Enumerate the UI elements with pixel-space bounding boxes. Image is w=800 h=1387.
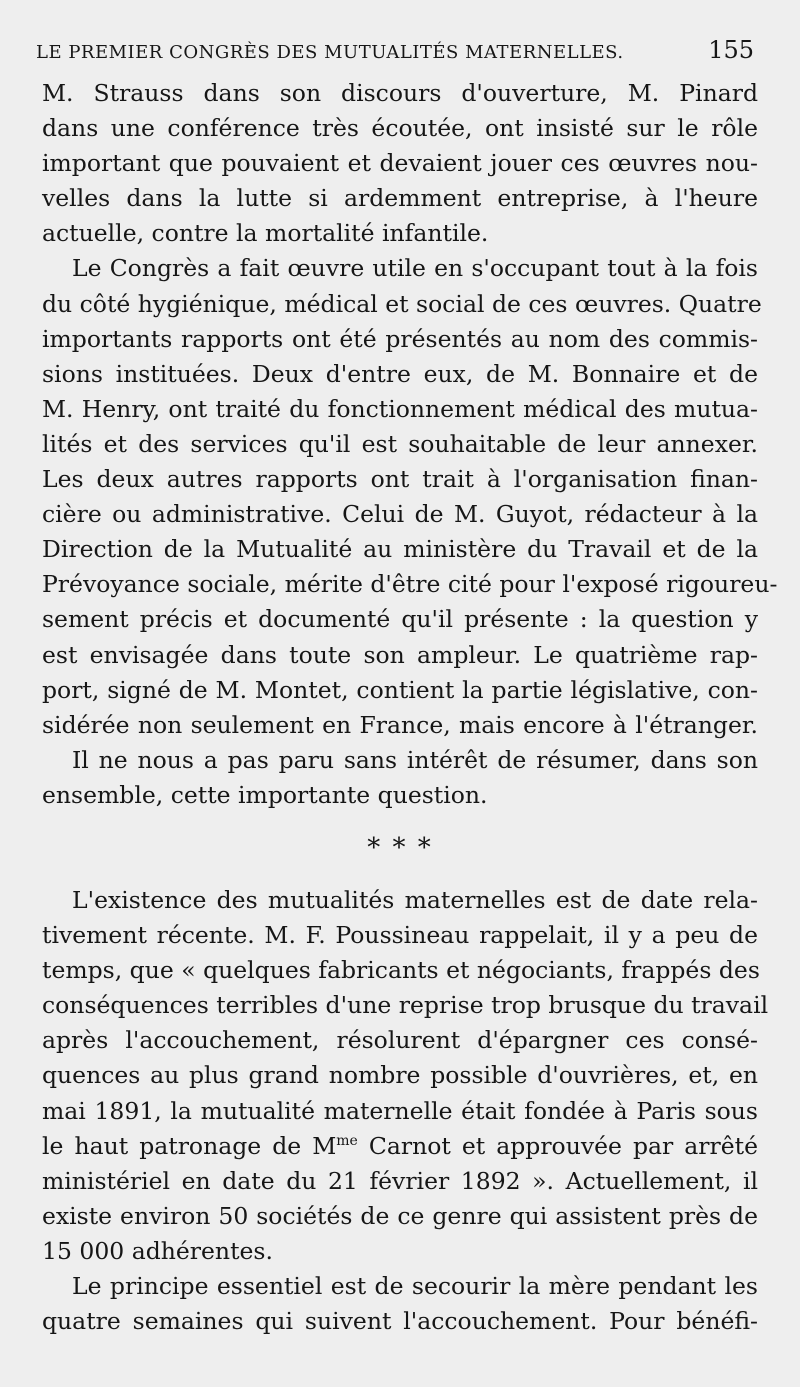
page-number: 155 <box>708 36 754 64</box>
text-line: conséquences terribles d'une reprise trop brusque du travail <box>42 991 769 1020</box>
text-line: cière ou administrative. Celui de M. Guyot, rédacteur à la <box>42 500 758 529</box>
text-line: du côté hygiénique, médical et social de ces œuvres. Quatre <box>42 289 762 318</box>
paragraph <box>42 1269 758 1339</box>
text-line: Le principe essentiel est de secourir la mère pendant les <box>72 1272 758 1300</box>
superscript: me <box>336 1132 358 1149</box>
paragraph <box>42 743 758 813</box>
text-line: 15 000 adhérentes. <box>42 1236 273 1265</box>
text-line: Prévoyance sociale, mérite d'être cité pour l'exposé rigoureu- <box>42 570 778 599</box>
text-segment: Carnot et approuvée par arrêté <box>357 1131 759 1160</box>
text-line: après l'accouchement, résolurent d'épargner ces consé- <box>42 1026 758 1055</box>
text-line: quatre semaines qui suivent l'accouchement. Pour bénéfi- <box>42 1307 758 1336</box>
text-line: sions instituées. Deux d'entre eux, de M. Bonnaire et de <box>42 359 758 388</box>
text-line: M. Strauss dans son discours d'ouverture, M. Pinard <box>42 79 758 107</box>
text-line: dans une conférence très écoutée, ont insisté sur le rôle <box>42 114 758 143</box>
text-line: Le Congrès a fait œuvre utile en s'occupant tout à la fois <box>72 254 758 283</box>
text-line: ministériel en date du 21 février 1892 ». Actuellement, il <box>42 1166 758 1195</box>
text-line: lités et des services qu'il est souhaitable de leur annexer. <box>42 429 758 458</box>
text-line: sidérée non seulement en France, mais encore à l'étranger. <box>42 710 758 739</box>
text-line: importants rapports ont été présentés au nom des commis- <box>42 324 758 353</box>
text-line: tivement récente. M. F. Poussineau rappelait, il y a peu de <box>42 921 758 950</box>
paragraph <box>42 883 769 1269</box>
text-line: Il ne nous a pas paru sans intérêt de résumer, dans son <box>72 745 758 774</box>
paragraph <box>42 76 758 251</box>
text-line: port, signé de M. Montet, contient la partie législative, con- <box>42 675 758 704</box>
text-line: mai 1891, la mutualité maternelle était fondée à Paris sous <box>42 1096 758 1125</box>
paragraph <box>42 251 778 742</box>
body-text <box>42 76 778 1339</box>
text-line: velles dans la lutte si ardemment entreprise, à l'heure <box>42 184 758 213</box>
text-line: sement précis et documenté qu'il présente : la question y <box>42 605 758 634</box>
text-line: L'existence des mutualités maternelles est de date rela- <box>72 885 758 914</box>
text-line: est envisagée dans toute son ampleur. Le quatrième rap- <box>42 640 758 669</box>
text-line: Les deux autres rapports ont trait à l'organisation finan- <box>42 465 758 494</box>
text-line-with-superscript <box>42 1129 758 1164</box>
text-line: temps, que « quelques fabricants et négociants, frappés des <box>42 956 760 985</box>
text-line: M. Henry, ont traité du fonctionnement médical des mutua- <box>42 394 758 423</box>
running-head: LE PREMIER CONGRÈS DES MUTUALITÉS MATERNELLES. <box>36 42 624 63</box>
text-line: ensemble, cette importante question. <box>42 780 488 809</box>
text-line: important que pouvaient et devaient jouer ces œuvres nou- <box>42 149 758 178</box>
text-segment: le haut patronage de M <box>42 1131 337 1160</box>
text-line: Direction de la Mutualité au ministère du Travail et de la <box>42 535 758 564</box>
section-separator: * * * <box>367 832 433 863</box>
text-line: existe environ 50 sociétés de ce genre qui assistent près de <box>42 1201 758 1230</box>
text-line: quences au plus grand nombre possible d'ouvrières, et, en <box>42 1061 758 1090</box>
page-header <box>36 36 754 66</box>
text-line: actuelle, contre la mortalité infantile. <box>42 219 489 248</box>
